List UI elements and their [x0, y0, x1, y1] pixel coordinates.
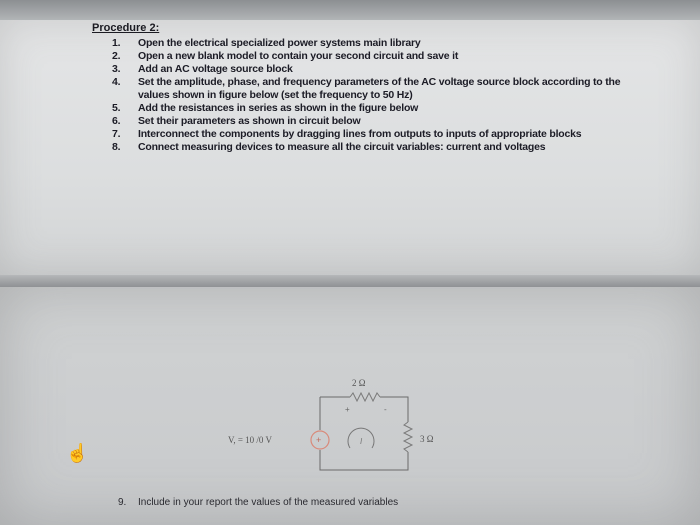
step-number: 8. — [112, 141, 121, 153]
step-text: Interconnect the components by dragging lines from outputs to inputs of appropriate blocks — [138, 128, 582, 140]
step-7 — [112, 128, 652, 141]
step-number: 4. — [112, 76, 121, 88]
resistor-1-minus: - — [384, 405, 387, 414]
step-3 — [112, 63, 652, 76]
step-9 — [118, 497, 398, 508]
step-number: 6. — [112, 115, 121, 127]
step-number: 5. — [112, 102, 121, 114]
circuit-wire — [320, 450, 408, 470]
source-label: V, = 10 /0 V — [228, 435, 273, 445]
step-number: 1. — [112, 37, 121, 49]
step-number: 7. — [112, 128, 121, 140]
resistor-1-symbol — [350, 393, 380, 401]
resistor-2-symbol — [404, 422, 412, 452]
step-text: Set their parameters as shown in circuit below — [138, 115, 361, 127]
step-number: 3. — [112, 63, 121, 75]
step-text: Open a new blank model to contain your second circuit and save it — [138, 50, 459, 62]
step-text: Open the electrical specialized power systems main library — [138, 37, 421, 49]
circuit-diagram — [200, 360, 460, 480]
step-text: Add the resistances in series as shown in the figure below — [138, 102, 419, 114]
step-2 — [112, 50, 652, 63]
step-text: Connect measuring devices to measure all the circuit variables: current and voltages — [138, 141, 546, 153]
step-5 — [112, 102, 652, 115]
step-1 — [112, 37, 652, 50]
step-number: 2. — [112, 50, 121, 62]
resistor-1-plus: + — [345, 405, 350, 414]
step-6 — [112, 115, 652, 128]
resistor-2-label: 3 Ω — [420, 434, 434, 444]
step-text: Set the amplitude, phase, and frequency parameters of the AC voltage source block according to the values shown in figure below (set the frequency to 50 Hz) — [138, 76, 621, 101]
procedure-title: Procedure 2: — [92, 22, 160, 34]
page-divider — [0, 275, 700, 287]
procedure-steps — [112, 37, 652, 154]
hand-pointer-icon: ☝ — [66, 443, 89, 463]
step-4 — [112, 76, 652, 102]
resistor-1-label: 2 Ω — [352, 378, 366, 388]
step-number: 9. — [118, 497, 127, 508]
ac-source-plus: + — [316, 435, 322, 445]
step-text: Include in your report the values of the measured variables — [138, 497, 399, 508]
step-text: Add an AC voltage source block — [138, 63, 293, 75]
current-label: I — [360, 437, 363, 446]
step-8 — [112, 141, 652, 154]
